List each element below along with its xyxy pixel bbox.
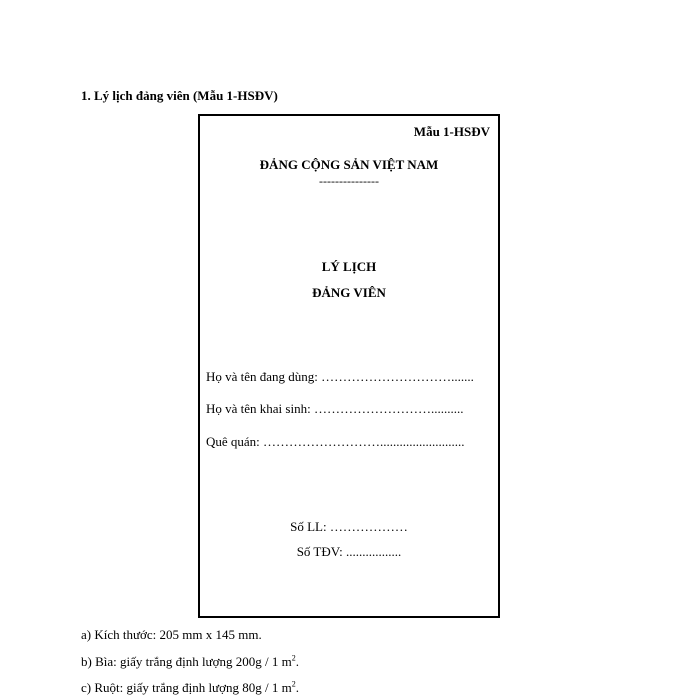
spec-inner — [81, 680, 299, 696]
hometown-label: Quê quán: — [206, 434, 260, 449]
section-heading: 1. Lý lịch đảng viên (Mẫu 1-HSĐV) — [81, 88, 278, 103]
spec-cover-sup: 2 — [291, 653, 296, 663]
record-number-label: Số LL: — [290, 519, 327, 534]
birth-name-label: Họ và tên khai sinh: — [206, 401, 311, 416]
separator-line: --------------- — [319, 174, 379, 188]
spec-inner-sup: 2 — [291, 679, 296, 689]
member-card-number-dots: ................. — [346, 544, 402, 559]
current-name-field — [206, 369, 474, 385]
member-card-number-label: Số TĐV: — [296, 544, 343, 559]
spec-inner-text: c) Ruột: giấy trắng định lượng 80g / 1 m — [81, 680, 292, 695]
party-name: ĐẢNG CỘNG SẢN VIỆT NAM — [259, 157, 439, 172]
form-title-line-2: ĐẢNG VIÊN — [312, 285, 386, 300]
current-name-label: Họ và tên đang dùng: — [206, 369, 318, 384]
birth-name-dots: ……………………….......... — [313, 401, 464, 416]
spec-inner-end: . — [295, 680, 299, 695]
form-code: Mẫu 1-HSĐV — [413, 124, 490, 139]
spec-cover-text: b) Bìa: giấy trắng định lượng 200g / 1 m — [81, 654, 292, 669]
spec-size: a) Kích thước: 205 mm x 145 mm. — [81, 627, 262, 642]
party-member-form-cover — [198, 114, 500, 618]
member-card-number-field — [200, 544, 498, 560]
record-number-field — [200, 519, 498, 535]
spec-cover — [81, 654, 299, 670]
current-name-dots: …………………………....... — [321, 369, 474, 384]
spec-cover-end: . — [295, 654, 299, 669]
record-number-dots: ……………… — [329, 519, 408, 534]
hometown-dots: ……………………….......................... — [263, 434, 465, 449]
birth-name-field — [206, 401, 463, 417]
form-title-line-1: LÝ LỊCH — [321, 259, 377, 274]
hometown-field — [206, 434, 465, 450]
